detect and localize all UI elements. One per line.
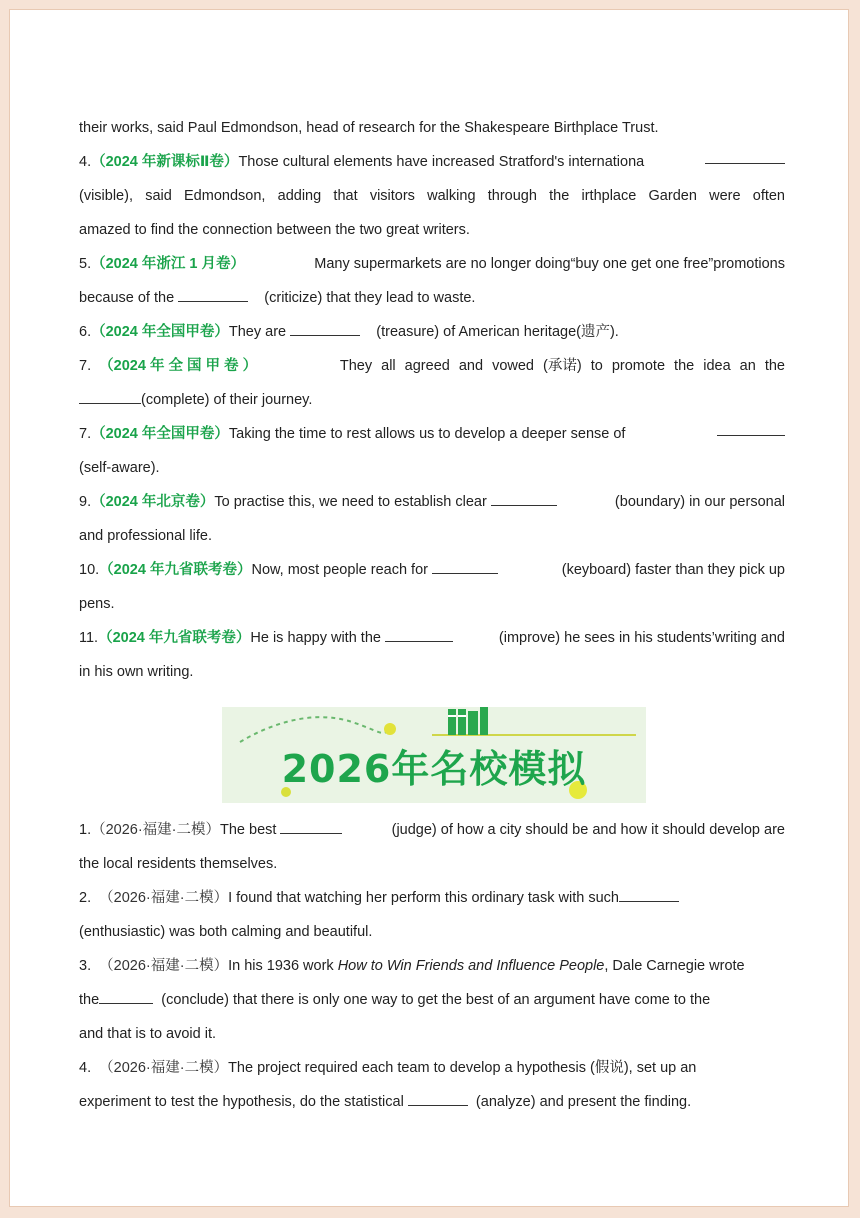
q4-text — [79, 145, 644, 179]
source-tag: （2024 年全国甲卷） — [91, 426, 229, 442]
question-7a — [79, 349, 785, 383]
question-text: To practise this, we need to establish clear — [214, 494, 487, 510]
source-tag: （2024 年北京卷） — [91, 494, 215, 510]
question-number: 5. — [79, 256, 92, 272]
question-text: In his 1936 work — [228, 958, 334, 974]
text-line — [79, 281, 785, 315]
question-text: He is happy with the — [250, 630, 381, 646]
question-text: and that is to avoid it. — [79, 1026, 217, 1042]
section-banner — [79, 689, 785, 813]
question-text: (improve) he sees in his students’writing and — [498, 630, 785, 646]
question-text: (enthusiastic) was both calming and beautiful. — [79, 924, 373, 940]
question-10 — [79, 553, 785, 587]
answer-blank[interactable] — [619, 883, 679, 902]
question-number: 7. — [79, 358, 92, 374]
question-text: (treasure) of American heritage(遗产). — [376, 324, 619, 340]
book-title: How to Win Friends and Influence People — [337, 958, 605, 974]
text-line — [79, 915, 785, 949]
question-text: (boundary) in our personal — [614, 494, 785, 510]
question-text: (visible), said Edmondson, adding that visitors walking through the irthplace Garden were often — [79, 188, 785, 204]
text-line — [79, 655, 785, 689]
question-text: , Dale Carnegie wrote — [604, 958, 745, 974]
question-text: The project required each team to develop a hypothesis (假说), set up an — [228, 1060, 697, 1076]
text-line — [79, 451, 785, 485]
text-line — [79, 383, 785, 417]
question-number: 7. — [79, 426, 92, 442]
question-text: They are — [228, 324, 287, 340]
question-11 — [79, 621, 785, 655]
question-text: (keyboard) faster than they pick up — [561, 562, 785, 578]
question-text: amazed to find the connection between the two great writers. — [79, 222, 470, 238]
source-tag: （2024 年九省联考卷） — [99, 562, 252, 578]
question-s3 — [79, 949, 785, 983]
source-tag: （2026·福建·二模） — [91, 822, 221, 838]
question-text: (criticize) that they lead to waste. — [264, 290, 476, 306]
continuation-text: their works, said Paul Edmondson, head of research for the Shakespeare Birthplace Trust. — [79, 120, 659, 136]
question-number: 6. — [79, 324, 92, 340]
answer-blank[interactable] — [290, 317, 360, 336]
source-tag: （2026·福建·二模） — [99, 890, 229, 906]
question-number: 2. — [79, 890, 92, 906]
answer-blank[interactable] — [79, 385, 141, 404]
question-text: (self-aware). — [79, 460, 160, 476]
question-s2 — [79, 881, 785, 915]
text-line — [79, 519, 785, 553]
question-5 — [79, 247, 785, 281]
question-text: Many supermarkets are no longer doing“buy one get one free”promotions — [314, 256, 785, 272]
question-s1 — [79, 813, 785, 847]
question-text: (complete) of their journey. — [141, 392, 313, 408]
source-tag: （2026·福建·二模） — [99, 1060, 229, 1076]
question-text: I found that watching her perform this ordinary task with such — [228, 890, 619, 906]
question-text: (judge) of how a city should be and how it should develop are — [391, 822, 785, 838]
question-text: Now, most people reach for — [251, 562, 428, 578]
question-text: experiment to test the hypothesis, do the statistical — [79, 1094, 404, 1110]
answer-blank[interactable] — [385, 623, 453, 642]
question-text: because of the — [79, 290, 175, 306]
answer-blank[interactable] — [717, 417, 785, 436]
question-number: 4. — [79, 154, 92, 170]
books-icon — [448, 707, 488, 735]
text-line — [79, 1085, 785, 1119]
source-tag: （2026·福建·二模） — [99, 958, 229, 974]
question-7b — [79, 417, 785, 451]
question-9 — [79, 485, 785, 519]
text-line — [79, 1017, 785, 1051]
text-line — [79, 847, 785, 881]
question-number: 10. — [79, 562, 100, 578]
question-number: 11. — [79, 630, 99, 646]
answer-blank[interactable] — [432, 555, 498, 574]
question-text: in his own writing. — [79, 664, 194, 680]
question-text: the — [79, 992, 100, 1008]
answer-blank[interactable] — [491, 487, 557, 506]
answer-blank[interactable] — [705, 145, 785, 164]
text-line — [79, 111, 785, 145]
question-4 — [79, 145, 785, 179]
question-text: (conclude) that there is only one way to get the best of an argument have come to the — [161, 992, 711, 1008]
question-6 — [79, 315, 785, 349]
question-text: Taking the time to rest allows us to develop a deeper sense of — [228, 426, 626, 442]
question-text: They all agreed and vowed (承诺) to promote the idea an the — [339, 358, 785, 374]
answer-blank[interactable] — [178, 283, 248, 302]
dashed-curve-icon — [240, 717, 390, 742]
source-tag: （2024 年新课标Ⅱ卷） — [91, 154, 239, 170]
question-number: 3. — [79, 958, 92, 974]
document-page — [9, 9, 849, 1207]
source-tag: （2024 年浙江 1 月卷） — [91, 256, 245, 272]
banner-title: 2026年名校模拟 — [281, 747, 587, 791]
answer-blank[interactable] — [99, 985, 153, 1004]
source-tag: （2024 年九省联考卷） — [98, 630, 251, 646]
source-tag: （2024 年全国甲卷） — [91, 324, 229, 340]
question-text: Those cultural elements have increased Stratford's internationa — [238, 154, 645, 170]
banner-background — [222, 707, 646, 803]
text-line — [79, 213, 785, 247]
text-line — [79, 983, 785, 1017]
question-text: and professional life. — [79, 528, 212, 544]
yellow-dot-icon — [384, 723, 396, 735]
question-number: 9. — [79, 494, 92, 510]
question-text: pens. — [79, 596, 115, 612]
text-line — [79, 587, 785, 621]
question-s4 — [79, 1051, 785, 1085]
question-text: the local residents themselves. — [79, 856, 278, 872]
question-number: 4. — [79, 1060, 92, 1076]
exercise-content — [79, 111, 785, 1119]
question-text: The best — [220, 822, 277, 838]
text-line — [79, 179, 785, 213]
source-tag: （2024 年 全 国 甲 卷 ） — [99, 358, 258, 374]
answer-blank[interactable] — [408, 1087, 468, 1106]
question-number: 1. — [79, 822, 92, 838]
answer-blank[interactable] — [280, 815, 342, 834]
question-text: (analyze) and present the finding. — [475, 1094, 692, 1110]
